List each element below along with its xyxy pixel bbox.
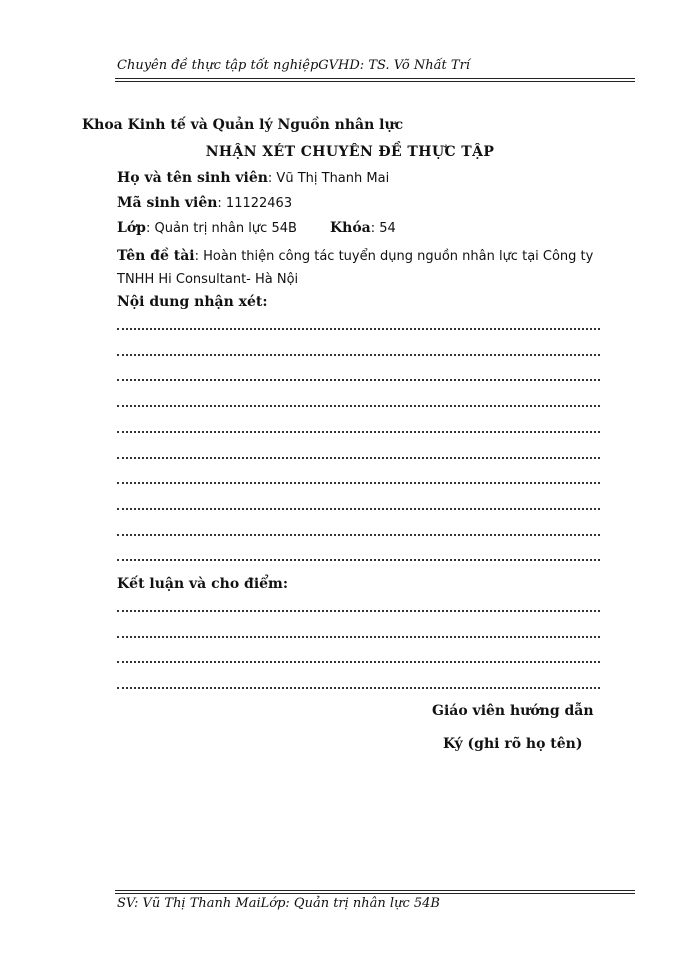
dotted-line [117, 559, 600, 561]
dotted-line [117, 457, 600, 459]
course-field [330, 220, 396, 236]
topic-label: Tên đề tài [117, 248, 195, 264]
class-field [117, 220, 297, 236]
dotted-line [117, 482, 600, 484]
faculty-name: Khoa Kinh tế và Quản lý Nguồn nhân lực [82, 117, 404, 133]
dotted-line [117, 534, 600, 536]
dotted-line [117, 610, 600, 612]
footer-rule [115, 890, 635, 894]
student-name-field [117, 170, 389, 186]
dotted-line [117, 508, 600, 510]
student-id-value: : 11122463 [217, 196, 293, 211]
student-id-label: Mã sinh viên [117, 195, 218, 211]
student-name-label: Họ và tên sinh viên [117, 170, 268, 186]
dotted-line [117, 328, 600, 330]
dotted-line [117, 661, 600, 663]
comments-label: Nội dung nhận xét: [117, 294, 268, 310]
header-rule [115, 78, 635, 82]
page-header: Chuyên đề thực tập tốt nghiệpGVHD: TS. Võ Nhất Trí [117, 58, 470, 73]
student-name-value: : Vũ Thị Thanh Mai [267, 171, 390, 186]
topic-field [117, 245, 622, 291]
class-value: : Quản trị nhân lực 54B [145, 221, 297, 236]
dotted-line [117, 636, 600, 638]
dotted-line [117, 379, 600, 381]
student-id-field [117, 195, 292, 211]
conclusion-label: Kết luận và cho điểm: [117, 576, 289, 592]
dotted-line [117, 354, 600, 356]
dotted-line [117, 431, 600, 433]
topic-value: : Hoàn thiện công tác tuyển dụng nguồn nhân lực tại Công ty TNHH Hi Consultant- Hà Nội [117, 249, 594, 287]
signature-role: Giáo viên hướng dẫn [432, 703, 594, 719]
dotted-line [117, 687, 600, 689]
page-footer: SV: Vũ Thị Thanh MaiLớp: Quản trị nhân lực 54B [117, 896, 440, 911]
course-label: Khóa [330, 220, 371, 236]
dotted-line [117, 405, 600, 407]
signature-instruction: Ký (ghi rõ họ tên) [443, 736, 583, 752]
page-title: NHẬN XÉT CHUYÊN ĐỀ THỰC TẬP [205, 144, 495, 160]
class-label: Lớp [117, 220, 146, 236]
course-value: : 54 [370, 221, 396, 236]
